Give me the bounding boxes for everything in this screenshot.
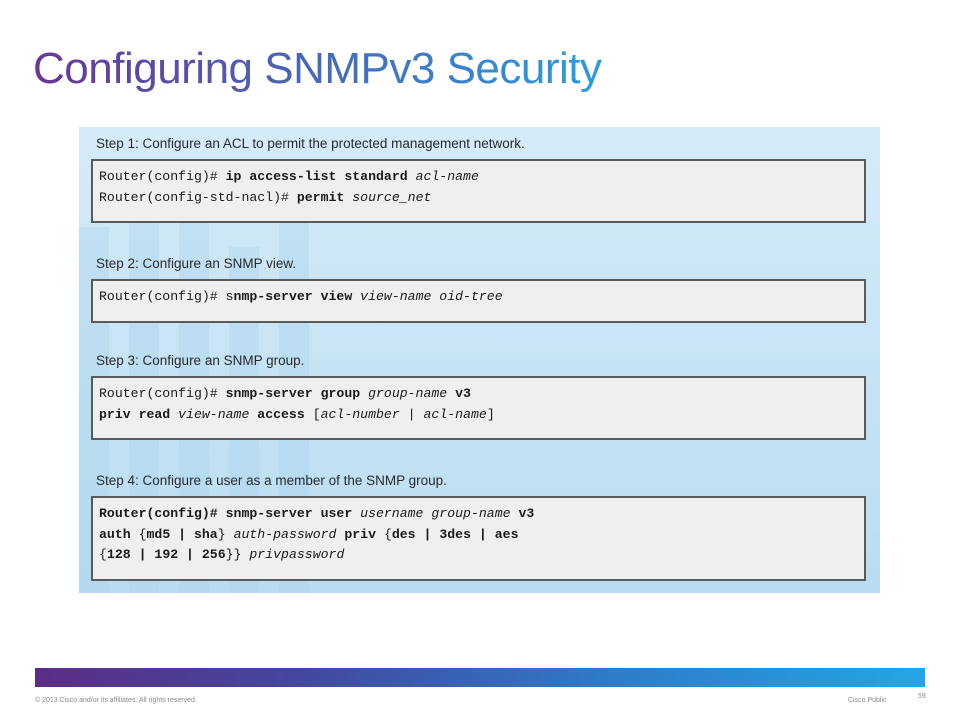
code-bracket: { — [99, 547, 107, 562]
code-argument: privpassword — [249, 547, 345, 562]
code-bracket: } — [217, 526, 234, 542]
code-prompt: Router(config)# s — [99, 289, 234, 304]
code-bracket: [ — [312, 406, 321, 422]
copyright-text: © 2013 Cisco and/or its affiliates. All rights reserved. — [35, 697, 197, 704]
code-keyword: v3 — [518, 506, 535, 521]
code-separator: | — [407, 406, 424, 422]
step-1-label: Step 1: Configure an ACL to permit the protected management network. — [96, 136, 525, 151]
code-keyword: priv — [344, 526, 384, 542]
code-bracket: }} — [225, 547, 250, 562]
code-argument: acl-number — [320, 406, 408, 422]
code-argument: acl-name — [423, 406, 487, 422]
code-keyword: md5 | sha — [146, 526, 218, 542]
content-panel — [79, 127, 880, 593]
code-keyword: ip access-list standard — [225, 169, 416, 184]
code-argument: acl-name — [415, 169, 479, 184]
page-number: 59 — [918, 693, 926, 700]
code-prompt: Router(config)# — [99, 169, 226, 184]
classification-label: Cisco Public — [848, 697, 887, 704]
code-argument: username group-name — [360, 506, 519, 521]
code-argument: view-name oid-tree — [360, 289, 503, 304]
slide-title: Configuring SNMPv3 Security — [33, 44, 602, 93]
code-argument: auth-password — [233, 526, 345, 542]
code-keyword: snmp-server group — [225, 386, 369, 401]
code-bracket: { — [383, 526, 392, 542]
code-prompt: Router(config)# — [99, 386, 226, 401]
code-keyword: v3 — [455, 386, 471, 401]
step-3-code-block — [91, 376, 866, 440]
step-3-label: Step 3: Configure an SNMP group. — [96, 353, 305, 368]
code-argument: group-name — [368, 386, 456, 401]
code-keyword: permit — [296, 189, 353, 205]
code-bracket: ] — [486, 406, 495, 422]
code-prompt: Router(config-std-nacl)# — [99, 189, 297, 205]
code-keyword: des | 3des | aes — [391, 526, 519, 542]
code-argument: view-name — [178, 406, 258, 422]
code-keyword: priv read — [99, 406, 179, 422]
step-2-label: Step 2: Configure an SNMP view. — [96, 256, 297, 271]
step-4-label: Step 4: Configure a user as a member of the SNMP group. — [96, 473, 447, 488]
code-bracket: { — [138, 526, 147, 542]
code-keyword: auth — [99, 526, 139, 542]
code-keyword: access — [257, 406, 313, 422]
code-argument: source_net — [352, 189, 432, 205]
step-4-code-block — [91, 496, 866, 581]
code-keyword: Router(config)# snmp-server user — [99, 506, 361, 521]
step-2-code-block — [91, 279, 866, 323]
step-1-code-block — [91, 159, 866, 223]
code-keyword: nmp-server view — [233, 289, 361, 304]
footer-gradient-bar — [35, 668, 925, 687]
code-keyword: 128 | 192 | 256 — [106, 547, 226, 562]
